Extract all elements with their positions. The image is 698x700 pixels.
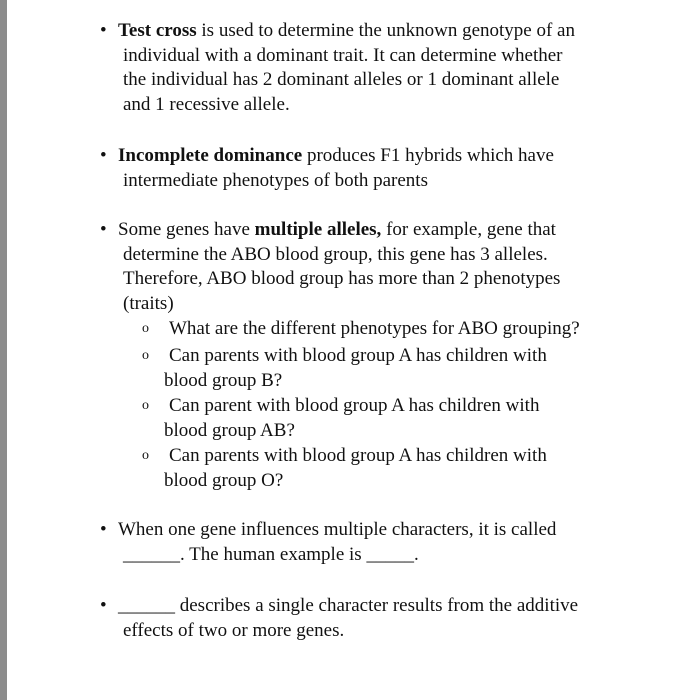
sub-bullet-circle: o (142, 448, 149, 463)
bullet-line: (traits) (123, 292, 174, 314)
sub-bullet-circle: o (142, 321, 149, 336)
bullet-line: Some genes have multiple alleles, for example, gene that (118, 219, 556, 240)
bullet-line: Incomplete dominance produces F1 hybrids which have (118, 145, 554, 166)
question-text: blood group AB? (164, 420, 295, 441)
bullet-line: individual with a dominant trait. It can determine whether (123, 44, 563, 66)
question-text: Can parents with blood group A has children with (169, 345, 547, 366)
sub-bullet-q1 (142, 316, 642, 341)
sub-bullet-q3 (142, 393, 642, 443)
bullet-line: Test cross is used to determine the unknown genotype of an (118, 20, 575, 41)
term-multiple-alleles: multiple alleles, (254, 219, 382, 240)
bullet-dot: • (100, 145, 107, 166)
bullet-line: intermediate phenotypes of both parents (123, 169, 428, 191)
bullet-pleiotropy (100, 518, 640, 567)
bullet-line: Therefore, ABO blood group has more than 2 phenotypes (123, 268, 561, 289)
question-text: blood group B? (164, 370, 283, 391)
bullet-line: ______ describes a single character results from the additive (118, 595, 579, 616)
bullet-test-cross (100, 19, 640, 117)
bullet-polygenic (100, 594, 640, 643)
bullet-line: ______. The human example is _____. (123, 543, 419, 565)
bullet-dot: • (100, 595, 107, 616)
sub-bullet-circle: o (142, 398, 149, 413)
bullet-line: When one gene influences multiple characters, it is called (118, 519, 557, 540)
bullet-dot: • (100, 20, 107, 41)
bullet-line: effects of two or more genes. (123, 619, 345, 641)
bullet-line: the individual has 2 dominant alleles or 1 dominant allele (123, 69, 560, 90)
question-text: Can parent with blood group A has children with (169, 395, 540, 416)
question-text: Can parents with blood group A has children with (169, 445, 547, 466)
term-incomplete-dominance: Incomplete dominance (118, 145, 303, 166)
bullet-incomplete-dominance (100, 144, 640, 193)
sub-bullet-q4 (142, 443, 642, 493)
term-test-cross: Test cross (118, 20, 197, 41)
question-text: blood group O? (164, 470, 284, 491)
bullet-line: determine the ABO blood group, this gene has 3 alleles. (123, 243, 548, 265)
sub-bullet-circle: o (142, 348, 149, 363)
bullet-dot: • (100, 519, 107, 540)
bullet-multiple-alleles (100, 218, 640, 316)
sub-bullet-q2 (142, 343, 642, 393)
bullet-dot: • (100, 219, 107, 240)
question-text: What are the different phenotypes for ABO grouping? (169, 318, 580, 339)
bullet-line: and 1 recessive allele. (123, 93, 290, 115)
